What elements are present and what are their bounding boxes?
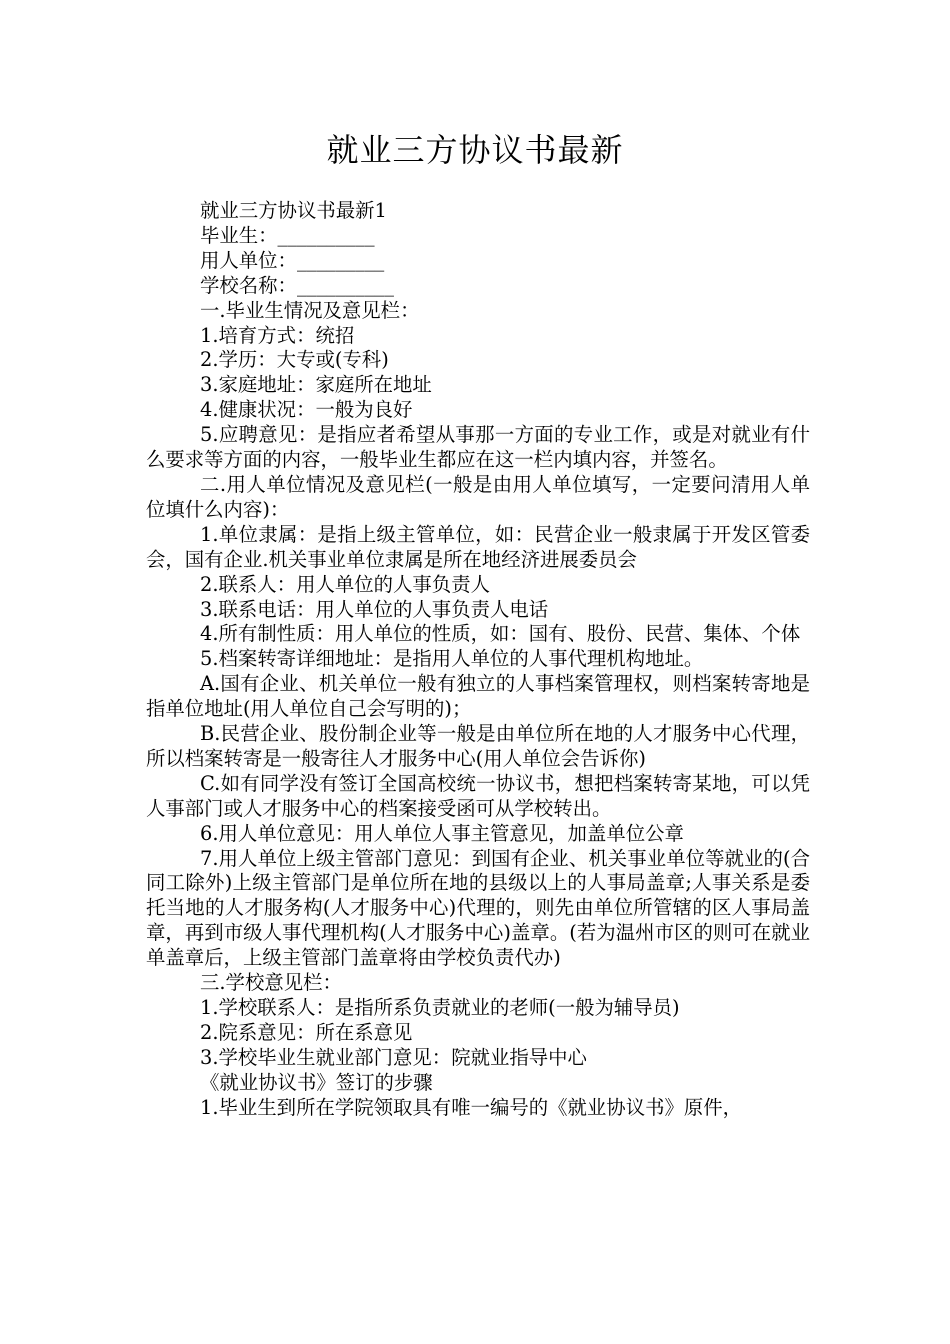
paragraph: 二.用人单位情况及意见栏(一般是由用人单位填写，一定要问清用人单位填什么内容)：: [146, 472, 810, 521]
paragraph: 5.应聘意见：是指应者希望从事那一方面的专业工作，或是对就业有什么要求等方面的内容，一般毕业生都应在这一栏内填内容，并签名。: [146, 423, 810, 472]
paragraph: 用人单位：_________: [200, 248, 385, 272]
paragraph: 7.用人单位上级主管部门意见：到国有企业、机关事业单位等就业的(合同工除外)上级主管部门是单位所在地的县级以上的人事局盖章;人事关系是委托当地的人才服务构(人才服务中心)代理的，则先由单位所管辖的区人事局盖章，再到市级人事代理机构(人才服务中心)盖章。(若为温州市区的则可在就业单盖章后，上级主管部门盖章将由学校负责代办): [146, 846, 810, 970]
paragraph: 3.家庭地址：家庭所在地址: [200, 373, 432, 397]
paragraph: 1.学校联系人：是指所系负责就业的老师(一般为辅导员): [200, 996, 680, 1019]
paragraph: 3.学校毕业生就业部门意见：院就业指导中心: [200, 1045, 587, 1069]
paragraph: 5.档案转寄详细地址：是指用人单位的人事代理机构地址。: [200, 647, 704, 671]
paragraph: 1.单位隶属：是指上级主管单位，如：民营企业一般隶属于开发区管委会，国有企业.机关事业单位隶属是所在地经济进展委员会: [146, 522, 810, 571]
paragraph: 一.毕业生情况及意见栏：: [200, 298, 420, 322]
paragraph: 就业三方协议书最新1: [200, 199, 387, 222]
paragraph: 4.所有制性质：用人单位的性质，如：国有、股份、民营、集体、个体: [200, 622, 801, 646]
paragraph: 三.学校意见栏：: [200, 971, 342, 995]
paragraph: 学校名称：__________: [200, 273, 394, 297]
paragraph: 2.联系人：用人单位的人事负责人: [200, 572, 490, 596]
paragraph: 4.健康状况：一般为良好: [200, 398, 413, 422]
paragraph: 3.联系电话：用人单位的人事负责人电话: [200, 597, 549, 621]
paragraph: 毕业生：__________: [200, 223, 375, 247]
paragraph: A.国有企业、机关单位一般有独立的人事档案管理权，则档案转寄地是指单位地址(用人单位自己会写明的)；: [146, 672, 810, 721]
paragraph: 《就业协议书》签订的步骤: [200, 1070, 433, 1094]
paragraph: 2.院系意见：所在系意见: [200, 1020, 413, 1044]
document-body: [146, 199, 810, 1121]
paragraph: 6.用人单位意见：用人单位人事主管意见，加盖单位公章: [200, 821, 684, 845]
paragraph: 1.毕业生到所在学院领取具有唯一编号的《就业协议书》原件，: [200, 1095, 743, 1119]
paragraph: B.民营企业、股份制企业等一般是由单位所在地的人才服务中心代理，所以档案转寄是一般寄往人才服务中心(用人单位会告诉你): [146, 722, 810, 770]
document-title: 就业三方协议书最新: [326, 131, 624, 169]
paragraph: 2.学历：大专或(专科): [200, 348, 389, 372]
paragraph: C.如有同学没有签订全国高校统一协议书，想把档案转寄某地，可以凭人事部门或人才服务中心的档案接受函可从学校转出。: [146, 771, 810, 820]
paragraph: 1.培育方式：统招: [200, 323, 355, 347]
